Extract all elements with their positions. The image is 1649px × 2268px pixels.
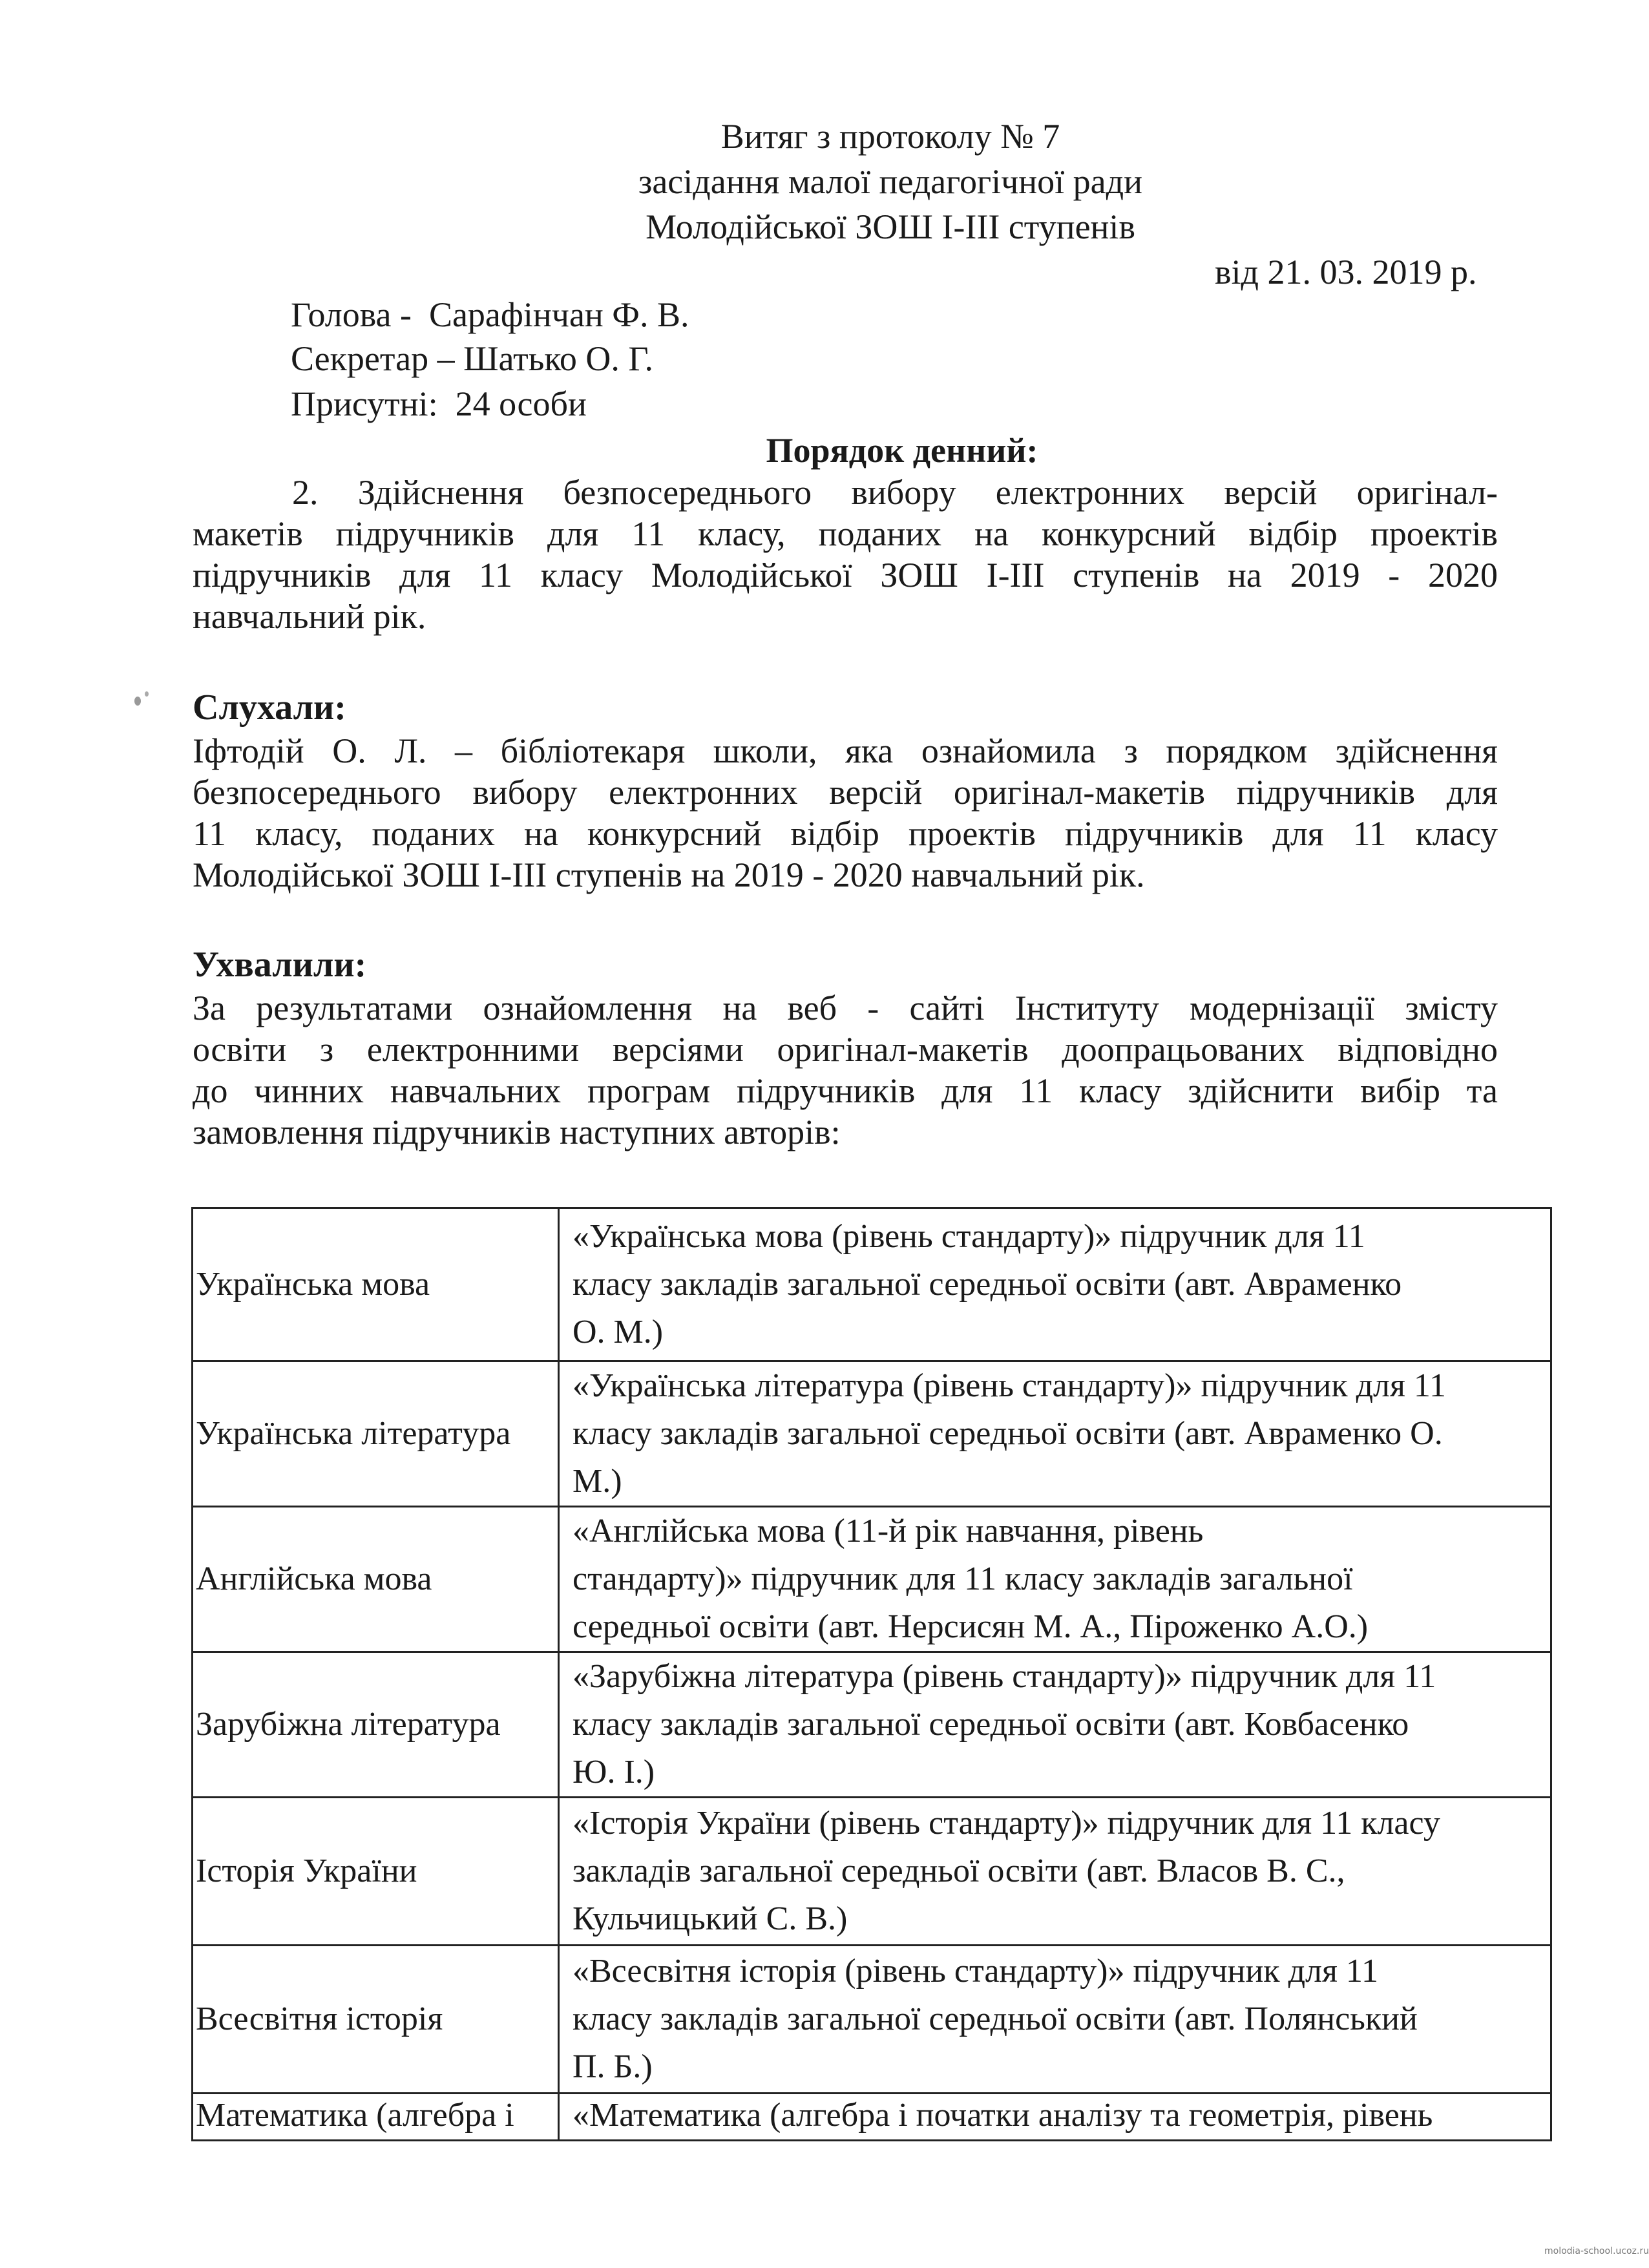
decided-paragraph [193,987,1498,1153]
textbook-line: класу закладів загальної середньої освіти (авт. Авраменко [572,1266,1402,1303]
textbook-line: Кульчицький С. В.) [572,1900,848,1937]
agenda-line: 2. Здійснення безпосереднього вибору електронних версій оригінал- [292,473,1498,512]
textbook-line: стандарту)» підручник для 11 класу закладів загальної [572,1560,1353,1597]
agenda-paragraph [193,472,1498,637]
textbook-line: «Українська мова (рівень стандарту)» підручник для 11 [572,1218,1365,1255]
textbook-line: закладів загальної середньої освіти (авт. Власов В. С., [572,1853,1345,1889]
textbook-cell [559,1946,1551,2094]
scan-speck [145,691,149,697]
decided-line: замовлення підручників наступних авторів: [193,1113,841,1151]
decided-line: до чинних навчальних програм підручників для 11 класу здійснити вибір та [193,1071,1498,1110]
textbook-cell [559,1361,1551,1507]
secretary-line: Секретар – Шатько О. Г. [291,339,653,378]
agenda-line: підручників для 11 класу Молодійської ЗОШ І-ІІІ ступенів на 2019 - 2020 [193,556,1498,594]
scan-speck [134,697,141,706]
table-row [193,1208,1551,1361]
textbook-line: «Математика (алгебра і початки аналізу та геометрія, рівень [572,2097,1433,2134]
heard-paragraph [193,730,1498,896]
textbooks-table [191,1207,1552,2141]
textbook-line: класу закладів загальної середньої освіти (авт. Авраменко О. [572,1415,1443,1452]
agenda-line: макетів підручників для 11 класу, поданих на конкурсний відбір проектів [193,514,1498,553]
decided-line: За результатами ознайомлення на веб - сайті Інституту модернізації змісту [193,989,1498,1027]
textbook-line: О. М.) [572,1314,664,1350]
heard-line: безпосереднього вибору електронних версій оригінал-макетів підручників для [193,773,1498,812]
document-title-line-1: Витяг з протоколу № 7 [720,117,1060,156]
textbook-line: «Всесвітня історія (рівень стандарту)» підручник для 11 [572,1953,1378,1990]
subject-cell: Українська мова [193,1208,559,1361]
document-title-line-2: засідання малої педагогічної ради [638,162,1142,201]
textbook-cell [559,1798,1551,1946]
document-title-line-3: Молодійської ЗОШ І-ІІІ ступенів [646,207,1135,246]
textbook-line: М.) [572,1463,622,1500]
subject-cell: Англійська мова [193,1507,559,1652]
decided-heading: Ухвалили: [193,945,367,985]
textbook-line: «Англійська мова (11-й рік навчання, рівень [572,1513,1204,1549]
table-row [193,2094,1551,2141]
textbook-cell [559,1208,1551,1361]
table-row [193,1361,1551,1507]
present-line: Присутні: 24 особи [291,384,587,423]
textbook-cell [559,1507,1551,1652]
agenda-line: навчальний рік. [193,597,426,636]
textbook-line: Ю. І.) [572,1754,655,1790]
subject-cell: Історія України [193,1798,559,1946]
table-row [193,1652,1551,1798]
subject-cell: Українська література [193,1361,559,1507]
heard-line: Іфтодій О. Л. – бібліотекаря школи, яка ознайомила з порядком здійснення [193,731,1498,770]
table-row [193,1507,1551,1652]
subject-cell: Математика (алгебра і [193,2094,559,2141]
heard-line: 11 класу, поданих на конкурсний відбір проектів підручників для 11 класу [193,814,1498,853]
table-row [193,1946,1551,2094]
table-row [193,1798,1551,1946]
textbook-line: класу закладів загальної середньої освіти (авт. Ковбасенко [572,1706,1409,1743]
subject-cell: Всесвітня історія [193,1946,559,2094]
textbook-line: «Українська література (рівень стандарту)» підручник для 11 [572,1367,1446,1404]
site-watermark: molodia-school.ucoz.ru [1544,2246,1649,2256]
heard-heading: Слухали: [193,688,346,728]
textbook-line: П. Б.) [572,2048,653,2085]
chair-line: Голова - Сарафінчан Ф. В. [291,295,689,334]
textbook-line: класу закладів загальної середньої освіти (авт. Полянський [572,2000,1418,2037]
agenda-heading: Порядок денний: [766,431,1038,470]
textbook-line: «Зарубіжна література (рівень стандарту)» підручник для 11 [572,1658,1436,1695]
textbook-cell [559,1652,1551,1798]
heard-line: Молодійської ЗОШ І-ІІІ ступенів на 2019 - 2020 навчальний рік. [193,856,1145,894]
textbook-line: середньої освіти (авт. Нерсисян М. А., Піроженко А.О.) [572,1608,1369,1645]
textbook-cell [559,2094,1551,2141]
decided-line: освіти з електронними версіями оригінал-макетів доопрацьованих відповідно [193,1030,1498,1069]
textbook-line: «Історія України (рівень стандарту)» підручник для 11 класу [572,1805,1440,1842]
document-date: від 21. 03. 2019 р. [1215,253,1477,291]
subject-cell: Зарубіжна література [193,1652,559,1798]
